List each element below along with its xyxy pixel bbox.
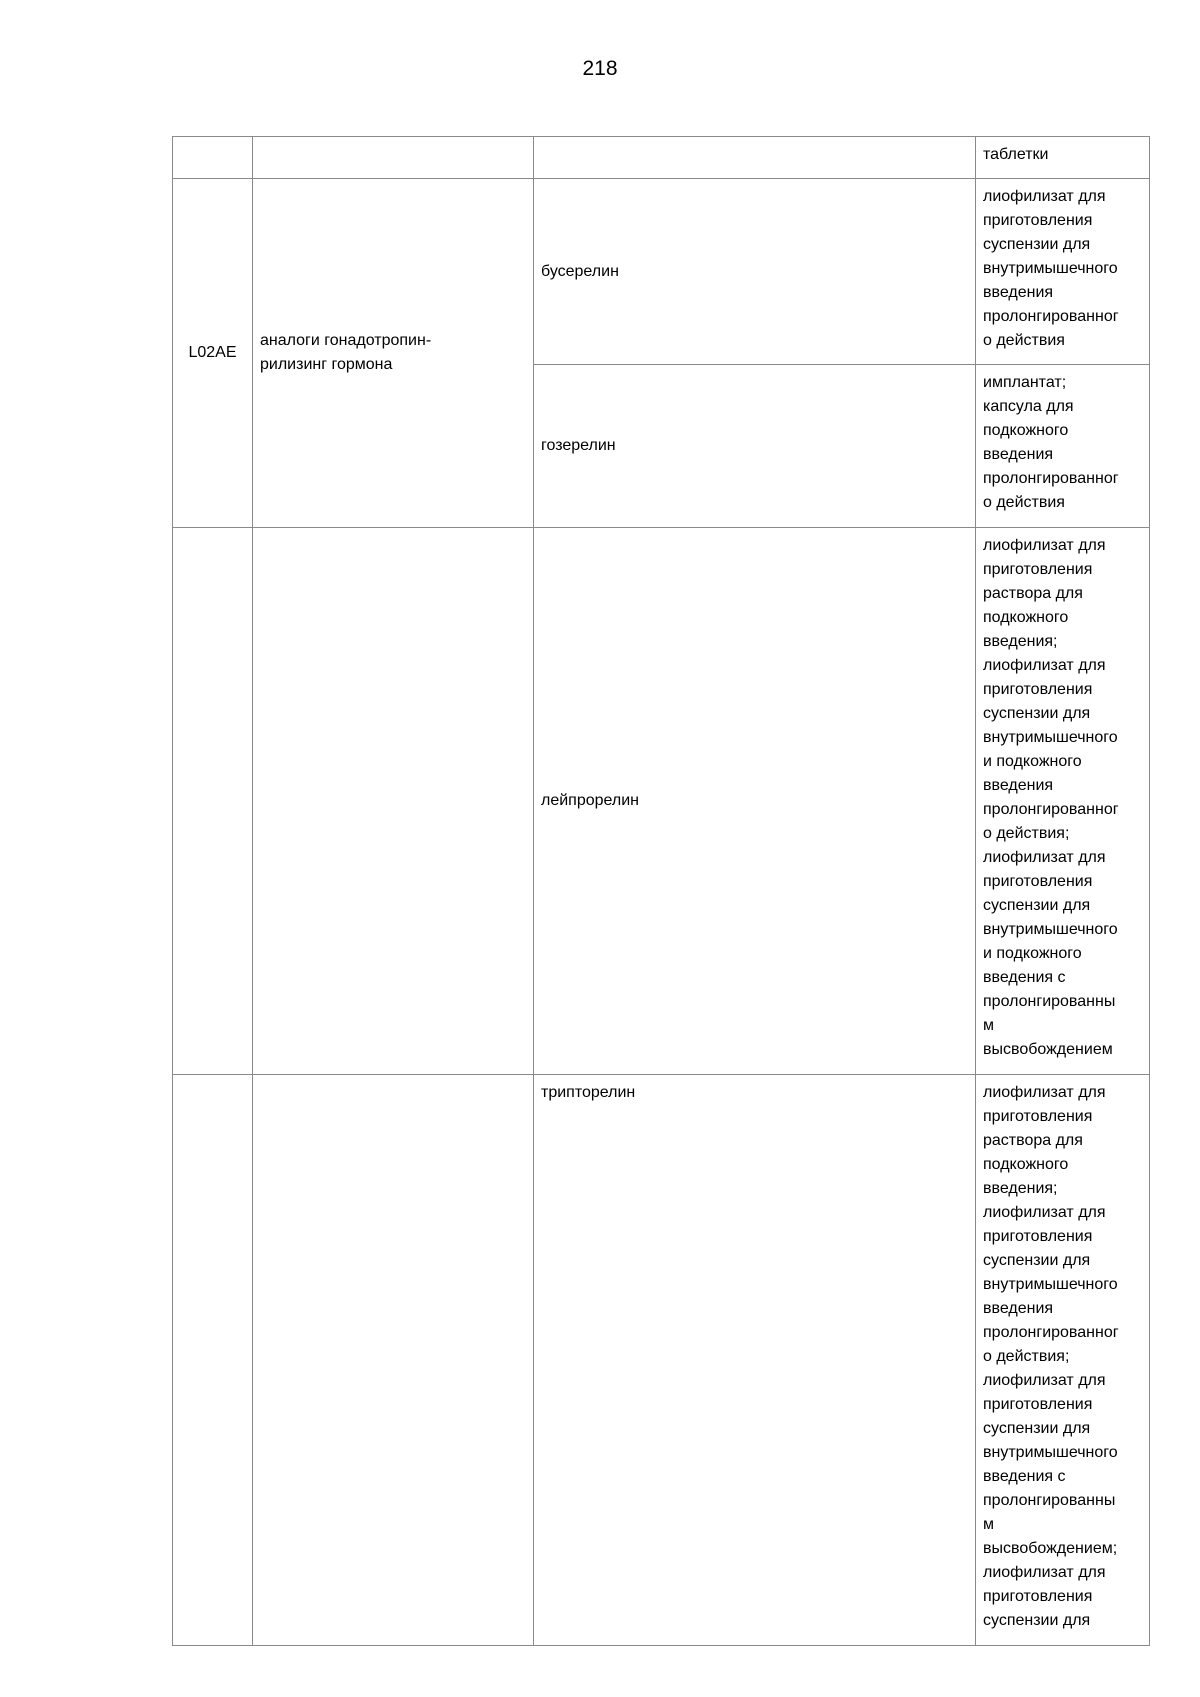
drug-name-cell (534, 137, 976, 179)
atc-code-cell (173, 528, 253, 1075)
dosage-form-cell: лиофилизат для приготовления суспензии для внутримышечного введения пролонгированног о действия (976, 179, 1150, 365)
group-cell (253, 137, 534, 179)
drug-table (172, 136, 1150, 1646)
group-cell: аналоги гонадотропин- рилизинг гормона (253, 179, 534, 528)
atc-code-cell: L02AE (173, 179, 253, 528)
table-row (173, 1075, 1150, 1646)
page-number: 218 (582, 57, 618, 80)
drug-name-cell: трипторелин (534, 1075, 976, 1646)
dosage-form-cell: лиофилизат для приготовления раствора для подкожного введения; лиофилизат для приготовления суспензии для внутримышечного введения пролонгированног о действия; лиофилизат для приготовления суспензии для внутримышечного введения с пролонгированны м высвобождением; лиофилизат для приготовления суспензии для (976, 1075, 1150, 1646)
table-row (173, 528, 1150, 1075)
drug-name-cell: бусерелин (534, 179, 976, 365)
table-row (173, 137, 1150, 179)
atc-code-cell (173, 1075, 253, 1646)
table-row (173, 179, 1150, 365)
drug-name-cell: лейпрорелин (534, 528, 976, 1075)
atc-code-cell (173, 137, 253, 179)
dosage-form-cell: лиофилизат для приготовления раствора для подкожного введения; лиофилизат для приготовления суспензии для внутримышечного и подкожного введения пролонгированног о действия; лиофилизат для приготовления суспензии для внутримышечного и подкожного введения с пролонгированны м высвобождением (976, 528, 1150, 1075)
group-cell (253, 528, 534, 1075)
drug-name-cell: гозерелин (534, 365, 976, 528)
group-cell (253, 1075, 534, 1646)
dosage-form-cell: таблетки (976, 137, 1150, 179)
dosage-form-cell: имплантат; капсула для подкожного введения пролонгированног о действия (976, 365, 1150, 528)
